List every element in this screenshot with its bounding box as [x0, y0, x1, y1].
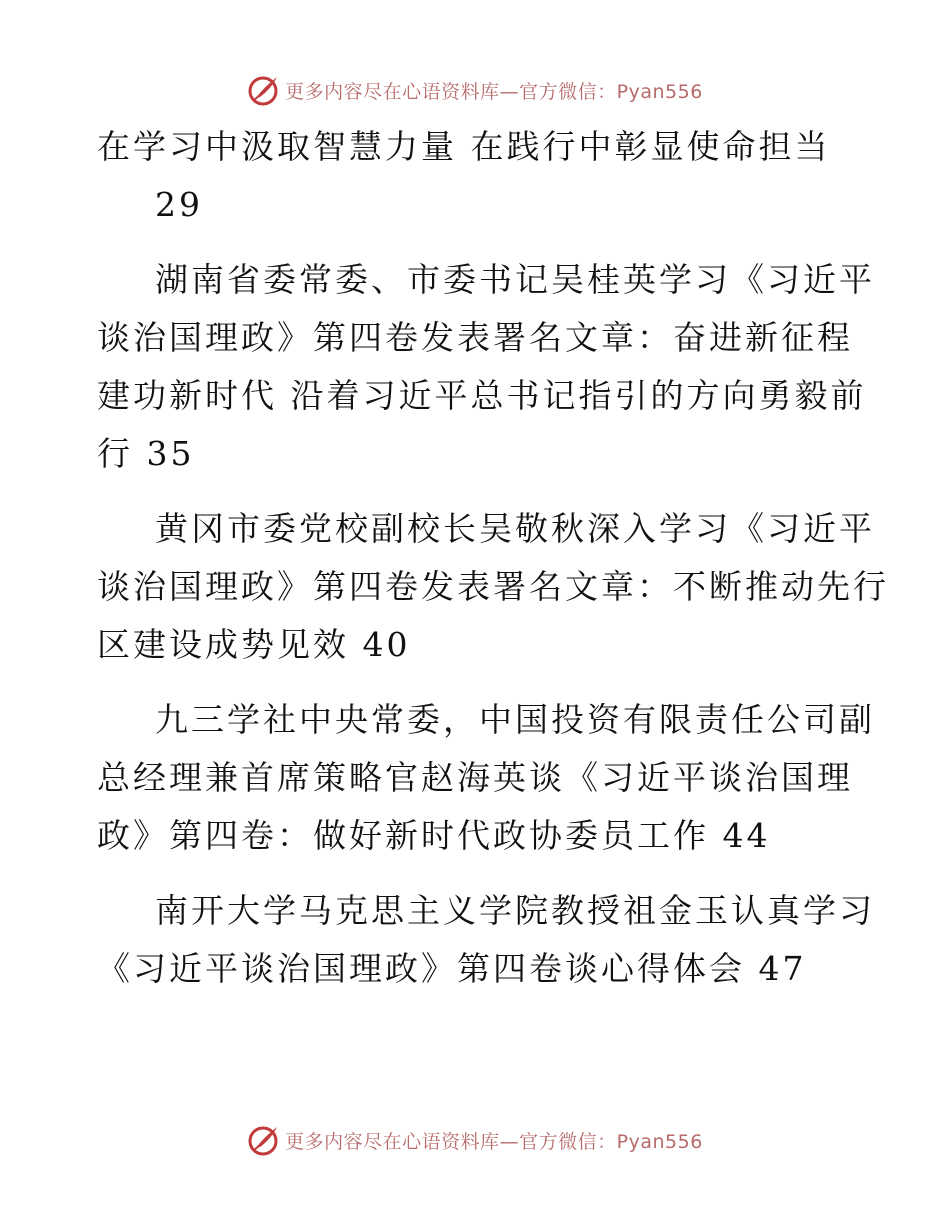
toc-line: 区建设成势见效 40	[97, 625, 411, 664]
toc-line: 黄冈市委党校副校长吴敬秋深入学习《习近平	[155, 509, 875, 548]
watermark-text: 更多内容尽在心语资料库—官方微信：Pyan556	[285, 80, 703, 103]
header-watermark	[0, 70, 950, 110]
toc-line: 在学习中汲取智慧力量 在践行中彰显使命担当	[97, 127, 831, 166]
toc-line: 九三学社中央常委，中国投资有限责任公司副	[155, 700, 875, 739]
watermark-text: 更多内容尽在心语资料库—官方微信：Pyan556	[285, 1130, 703, 1153]
toc-line: 《习近平谈治国理政》第四卷谈心得体会 47	[97, 949, 807, 988]
toc-line: 谈治国理政》第四卷发表署名文章：不断推动先行	[97, 567, 889, 606]
toc-line: 建功新时代 沿着习近平总书记指引的方向勇毅前	[97, 376, 867, 415]
toc-page-number: 29	[155, 185, 203, 224]
toc-line: 谈治国理政》第四卷发表署名文章：奋进新征程	[97, 318, 853, 357]
toc-line: 南开大学马克思主义学院教授祖金玉认真学习	[155, 891, 875, 930]
toc-line: 总经理兼首席策略官赵海英谈《习近平谈治国理	[97, 758, 853, 797]
quill-logo-icon	[247, 1123, 281, 1157]
toc-line: 湖南省委常委、市委书记吴桂英学习《习近平	[155, 260, 875, 299]
quill-logo-icon	[247, 73, 281, 107]
toc-line: 行 35	[97, 434, 195, 473]
footer-watermark	[0, 1120, 950, 1160]
toc-line: 政》第四卷：做好新时代政协委员工作 44	[97, 816, 771, 855]
